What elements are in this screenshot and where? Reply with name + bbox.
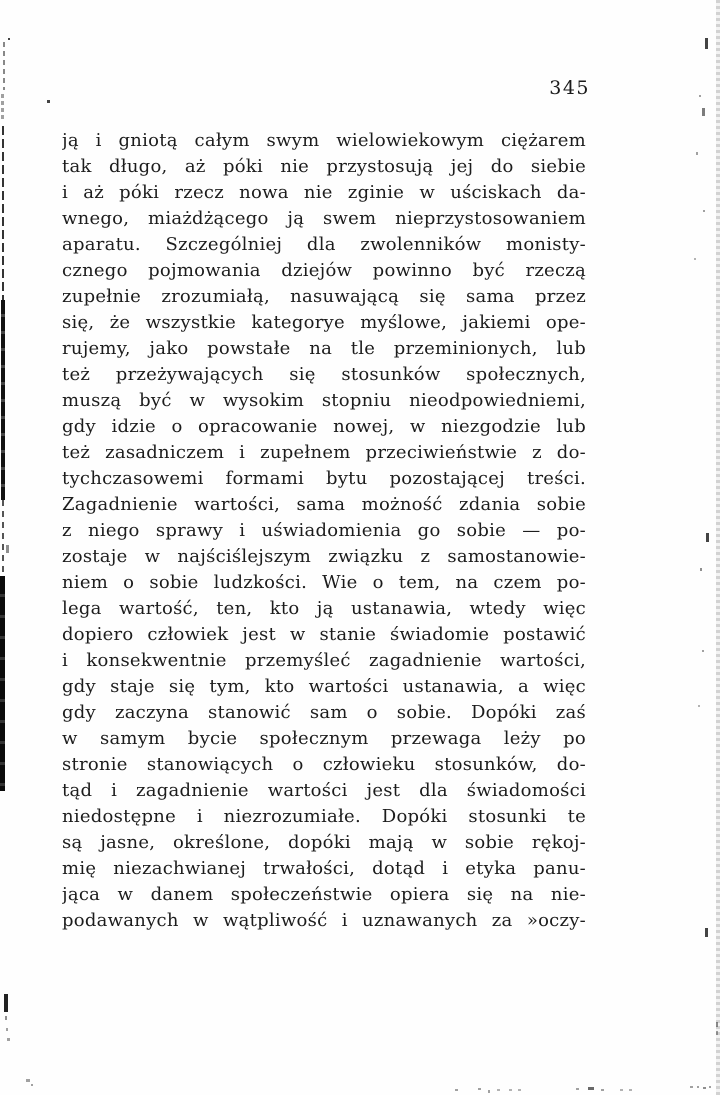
text-line: lega wartość, ten, kto ją ustanawia, wtedy więc bbox=[62, 598, 586, 619]
scan-speck bbox=[702, 650, 704, 652]
scan-speck bbox=[5, 1016, 7, 1020]
scan-speck bbox=[497, 1089, 500, 1091]
text-line: zostaje w najściślejszym związku z samostanowie- bbox=[62, 546, 586, 567]
scan-artifact-left-edge bbox=[0, 576, 5, 791]
scan-artifact-right-edge bbox=[716, 0, 720, 1095]
text-line: z niego sprawy i uświadomienia go sobie — po- bbox=[62, 520, 586, 541]
scan-speck bbox=[47, 100, 50, 103]
scan-speck bbox=[588, 1087, 594, 1090]
text-line: gdy staje się tym, kto wartości ustanawia, a więc bbox=[62, 676, 586, 697]
scan-speck bbox=[706, 533, 709, 542]
scan-speck bbox=[709, 1086, 711, 1088]
text-line: dopiero człowiek jest w stanie świadomie postawić bbox=[62, 624, 586, 645]
text-line: też zasadniczem i zupełnem przeciwieństwie z do- bbox=[62, 442, 586, 463]
text-line: mię niezachwianej trwałości, dotąd i etyka panu- bbox=[62, 858, 586, 879]
text-line: zupełnie zrozumiałą, nasuwającą się sama przez bbox=[62, 286, 586, 307]
page-number: 345 bbox=[549, 77, 590, 99]
text-line: wnego, miażdżącego ją swem nieprzystosowaniem bbox=[62, 208, 586, 229]
scan-speck bbox=[601, 1089, 604, 1091]
scan-speck bbox=[703, 1087, 706, 1089]
scan-speck bbox=[488, 1090, 490, 1093]
text-line: cznego pojmowania dziejów powinno być rzeczą bbox=[62, 260, 586, 281]
scan-speck bbox=[690, 1086, 693, 1088]
text-line: gdy idzie o opracowanie nowej, w niezgodzie lub bbox=[62, 416, 586, 437]
scan-speck bbox=[509, 1089, 512, 1091]
scan-speck bbox=[8, 38, 10, 40]
scan-speck bbox=[697, 1086, 699, 1088]
scan-speck bbox=[705, 928, 708, 937]
scan-artifact-left-edge bbox=[3, 42, 5, 90]
scan-speck bbox=[698, 705, 700, 707]
text-line: jąca w danem społeczeństwie opiera się na nie- bbox=[62, 884, 586, 905]
scan-speck bbox=[699, 95, 701, 97]
scan-speck bbox=[694, 258, 696, 260]
scan-speck bbox=[702, 108, 705, 116]
scan-speck bbox=[705, 38, 708, 49]
text-line: się, że wszystkie kategorye myślowe, jakiemi ope- bbox=[62, 312, 586, 333]
text-line: tąd i zagadnienie wartości jest dla świadomości bbox=[62, 780, 586, 801]
text-line: niem o sobie ludzkości. Wie o tem, na czem po- bbox=[62, 572, 586, 593]
text-line: i konsekwentnie przemyśleć zagadnienie wartości, bbox=[62, 650, 586, 671]
text-line: w samym bycie społecznym przewaga leży po bbox=[62, 728, 586, 749]
text-line: są jasne, określone, dopóki mają w sobie rękoj- bbox=[62, 832, 586, 853]
scan-speck bbox=[26, 1079, 30, 1082]
scan-speck bbox=[716, 1022, 718, 1027]
scan-speck bbox=[696, 152, 698, 155]
scan-speck bbox=[518, 1089, 521, 1091]
scan-speck bbox=[6, 545, 9, 553]
text-line: tychczasowemi formami bytu pozostającej treści. bbox=[62, 468, 586, 489]
scan-speck bbox=[700, 568, 702, 571]
text-line: rujemy, jako powstałe na tle przeminionych, lub bbox=[62, 338, 586, 359]
text-line: gdy zaczyna stanowić sam o sobie. Dopóki zaś bbox=[62, 702, 586, 723]
scan-artifact-left-edge bbox=[1, 94, 4, 120]
scan-speck bbox=[620, 1089, 623, 1091]
text-line: aparatu. Szczególniej dla zwolenników monisty- bbox=[62, 234, 586, 255]
text-line: niedostępne i niezrozumiałe. Dopóki stosunki te bbox=[62, 806, 586, 827]
body-text bbox=[62, 128, 586, 934]
scan-speck bbox=[629, 1089, 632, 1091]
text-line: muszą być w wysokim stopniu nieodpowiedniemi, bbox=[62, 390, 586, 411]
text-line: tak długo, aż póki nie przystosują jej do siebie bbox=[62, 156, 586, 177]
scan-artifact-left-edge bbox=[1, 300, 5, 500]
scan-speck bbox=[703, 210, 705, 212]
text-line: podawanych w wątpliwość i uznawanych za »oczy- bbox=[62, 910, 586, 931]
scan-speck bbox=[478, 1088, 481, 1090]
scan-speck bbox=[31, 1084, 33, 1086]
scan-artifact-left-edge bbox=[2, 126, 4, 301]
text-line: stronie stanowiących o człowieku stosunków, do- bbox=[62, 754, 586, 775]
text-line: też przeżywających się stosunków społecznych, bbox=[62, 364, 586, 385]
scan-speck bbox=[7, 1038, 10, 1041]
scan-speck bbox=[716, 1031, 718, 1035]
scan-artifact-left-edge bbox=[2, 500, 4, 576]
scan-artifact-left-edge bbox=[4, 994, 8, 1012]
scan-speck bbox=[576, 1088, 579, 1090]
text-line: ją i gniotą całym swym wielowiekowym ciężarem bbox=[62, 130, 586, 151]
text-line: Zagadnienie wartości, sama możność zdania sobie bbox=[62, 494, 586, 515]
scan-speck bbox=[6, 1028, 8, 1031]
text-line: i aż póki rzecz nowa nie zginie w uściskach da- bbox=[62, 182, 586, 203]
scan-speck bbox=[455, 1089, 458, 1091]
